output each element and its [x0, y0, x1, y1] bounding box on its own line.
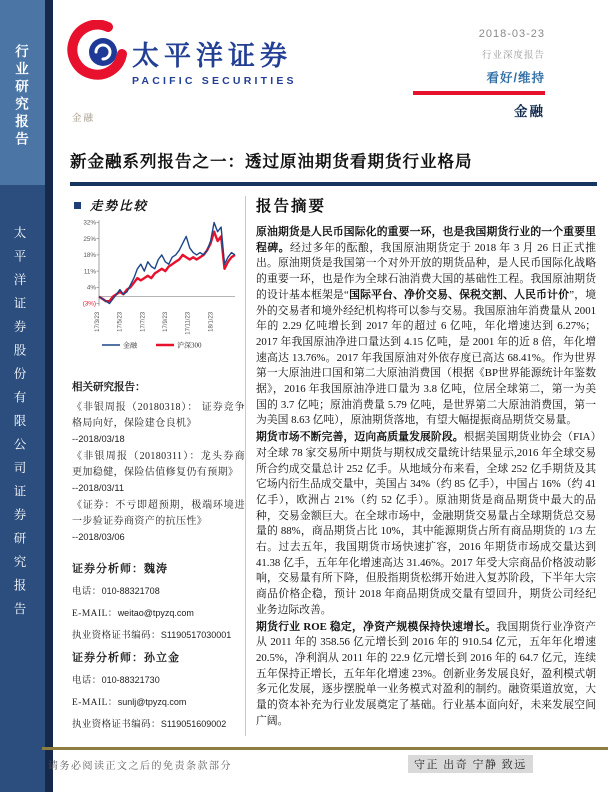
analyst-email-value: weitao@tpyzq.com: [117, 608, 194, 618]
legend-label: 金融: [123, 341, 137, 350]
related-report-title: 《非银周报（20180311）：龙头券商更加稳健，保险估值修复仍有预期》: [72, 450, 245, 478]
related-report-item: [72, 449, 245, 496]
summary-text: 经过多年的酝酿，我国原油期货定于 2018 年 3 月 26 日正式推出。原油期货是我国第一个对外开放的期货品种，是人民币国际化战略的重要一环，也是作为全球石油消费大国的基础性工程。我国原油期货的设计基本框架是“: [256, 241, 596, 301]
y-tick-label: 18%: [83, 252, 96, 260]
summary-paragraph: [256, 620, 596, 730]
summary-text-bold: 国际平台、净价交易、保税交割、人民币计价: [348, 288, 570, 301]
footer-rule: [42, 747, 608, 750]
related-report-item: [72, 498, 245, 545]
y-tick-label: (3%): [82, 300, 96, 308]
trend-section-title: 走势比较: [90, 199, 149, 213]
related-report-title: 《证券：不亏即超预期，极端环境进一步验证券商资产的抗压性》: [72, 499, 245, 527]
y-tick-label: 25%: [83, 235, 96, 243]
y-tick-label: 32%: [83, 219, 96, 227]
brand-name-en: PACIFIC SECURITIES: [132, 75, 297, 87]
x-tick-label: 18/1/23: [208, 311, 215, 332]
report-type: 行业深度报告: [481, 50, 545, 61]
trend-section-header: [74, 196, 148, 214]
analyst-phone-label: 电话：: [72, 587, 102, 597]
summary-paragraph: [256, 225, 596, 429]
analyst-block: [72, 649, 245, 730]
brand-block: [132, 34, 297, 87]
brand-name-cn: 太平洋证券: [132, 41, 292, 71]
y-tick-label: 11%: [83, 268, 96, 276]
legend-label: 沪深300: [177, 341, 202, 350]
x-tick-label: 17/3/23: [95, 311, 101, 332]
analyst-cert: [72, 627, 245, 641]
x-tick-label: 17/9/23: [163, 311, 169, 332]
analyst-cert-label: 执业资格证书编码：: [72, 631, 161, 641]
related-report-date: --2018/03/18: [72, 433, 125, 444]
related-reports-list: [72, 400, 245, 545]
analyst-cert-value: S119051609002: [160, 719, 227, 729]
company-logo-icon: [66, 20, 128, 89]
related-reports: [72, 380, 245, 546]
summary-paragraph: [256, 430, 596, 618]
analyst-email-label: E-MAIL：: [72, 609, 118, 619]
x-tick-label: 17/7/23: [140, 311, 147, 332]
analyst-email: [72, 605, 245, 619]
analyst-name: 证券分析师：孙立金: [72, 652, 180, 664]
footer-motto: 守正 出奇 宁静 致远: [408, 755, 533, 773]
summary-text-bold: 期货市场不断完善，迈向高质量发展阶段。: [256, 431, 464, 444]
x-tick-label: 17/5/23: [117, 311, 124, 332]
analyst-cert-label: 执业资格证书编码：: [72, 720, 161, 730]
trend-chart-container: [72, 213, 244, 351]
summary-paragraphs: [256, 225, 596, 730]
analyst-block: [72, 560, 245, 641]
report-meta: [385, 28, 545, 120]
analysts-section: [72, 560, 245, 738]
title-rule: [70, 182, 597, 186]
analyst-phone: [72, 672, 245, 686]
analyst-name: 证券分析师：魏涛: [72, 563, 168, 575]
analyst-email-label: E-MAIL：: [72, 698, 118, 708]
analyst-cert-value: S1190517030001: [160, 630, 232, 640]
summary-text: ”，境外的交易者和境外经纪机构将可以参与交易。我国原油年消费量从 2001 年的 2.29 亿吨增长到 2017 年的超过 6 亿吨，年化增速达到 6.27%；2017 年我国原油净进口量达到 4.15 亿吨，是 2001 年的近 8 倍，年化增速高达 13.76%。2017 年我国原油对外依存度已高达 68.41%。作为世界第一大原油进口国和第二大原油消费国（根据《BP世界能源统计年鉴数据》，2016 年我国原油净进口量为 3.8 亿吨，位居全球第二，第一为美国的 3.7 亿吨；原油消费量 5.79 亿吨，是世界第二大原油消费国，第一为美国 8.63 亿吨），原油期货落地，有望大幅提振商品期货交易量。: [256, 288, 597, 427]
analyst-phone-value: 010-88321730: [101, 675, 160, 685]
related-report-item: [72, 400, 245, 447]
page-title: 新金融系列报告之一：透过原油期货看期货行业格局: [70, 152, 473, 171]
related-report-title: 《非银周报（20180318）： 证券竞争格局向好，保险建仓良机》: [72, 401, 245, 429]
summary-text: 根据美国期货业协会（FIA）对全球 78 家交易所中期货与期权成交量统计结果显示,2016 年全球交易所合约成交量总计 252 亿手。从地域分布来看，全球 252 亿手期货及其它场内衍生品成交量中，美国占 34%（约 85 亿手），中国占 16%（约 41 亿手），欧洲占 21%（约 52 亿手）。原油期货是商品期货中最大的品种，交易金额巨大。在全球市场中，金融期货交易量占全球期货总交易量的 88%，商品期货占比 10%，其中能源期货占所有商品期货的 1/3 左右。过去五年，我国期货市场快速扩容，2016 年期货市场成交量达到 41.38 亿手，五年年化增速高达 31.46%。2017 年受大宗商品价格波动影响，交易量有所下降，但股指期货松绑开始进入复苏阶段，下半年大宗商品价格企稳，预计 2018 年商品期货成交量有望回升，期货公司经纪业务边际改善。: [256, 431, 596, 616]
report-summary: [256, 194, 596, 731]
summary-text-bold: 期货行业 ROE 稳定，净资产规模保持快速增长。: [256, 620, 497, 633]
sidebar-company-label: 太平洋证券股份有限公司证券研究报告: [12, 226, 26, 626]
related-reports-title: 相关研究报告：: [72, 382, 146, 393]
analyst-phone-label: 电话：: [72, 676, 102, 686]
industry-label: 金融: [514, 103, 545, 119]
x-tick-label: 17/11/23: [185, 311, 192, 335]
analyst-phone-value: 010-88321708: [101, 586, 160, 596]
summary-text-bold: 原油期货是人民币国际化的重要一环，也是我国期货行业的一个重要里程碑。: [256, 226, 596, 254]
rating-rule: [413, 91, 545, 95]
rating-label: 看好/维持: [486, 71, 545, 85]
analyst-cert: [72, 716, 245, 730]
related-report-date: --2018/03/11: [72, 482, 125, 493]
analyst-email: [72, 694, 245, 708]
sidebar-report-type-label: 行业研究报告: [13, 44, 28, 149]
sidebar-edge-strip: [45, 0, 53, 792]
y-tick-label: 4%: [86, 284, 96, 292]
trend-chart: [72, 213, 244, 351]
analyst-phone: [72, 583, 245, 597]
related-report-date: --2018/03/06: [72, 531, 125, 542]
summary-text: 我国期货行业净资产从 2011 年的 358.56 亿元增长到 2016 年的 910.54 亿元，五年年化增速 20.5%，净利润从 2011 年的 22.9 亿元增长到 2016 年的 64.7 亿元，连续五年保持正增长，五年年化增速 23%。创新业务发展良好，盈利模式朝多元化发展，逐步摆脱单一业务模式对盈利的制约。融资渠道放宽，大量的资本补充为行业发展奠定了基础。行业基本面向好，未来发展空间广阔。: [256, 620, 596, 727]
column-divider: [245, 196, 246, 736]
report-date: 2018-03-23: [478, 28, 545, 40]
footer-disclaimer: 请务必阅读正文之后的免责条款部分: [48, 761, 232, 772]
analyst-email-value: sunlj@tpyzq.com: [117, 697, 187, 707]
category-label: 金融: [72, 114, 96, 124]
section-bullet-icon: [74, 202, 81, 209]
summary-heading: 报告摘要: [256, 198, 327, 215]
